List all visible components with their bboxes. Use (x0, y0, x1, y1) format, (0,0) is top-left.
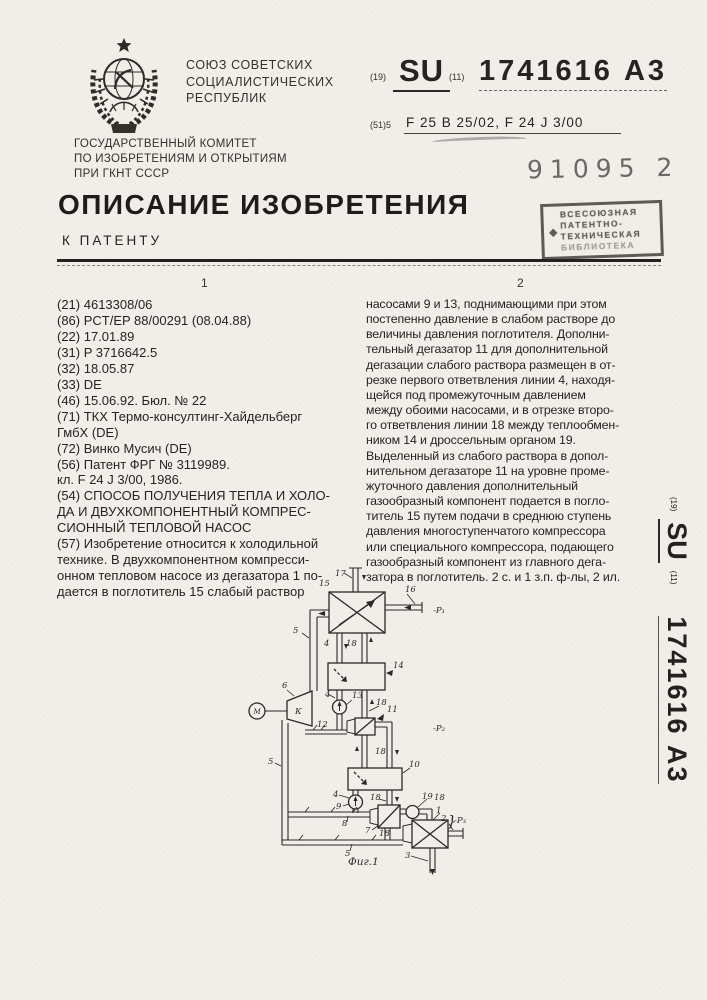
text-line: БИБЛИОТЕКА (560, 239, 636, 253)
text-line: технике. В двухкомпонентном компресси- (57, 552, 310, 568)
page-subtitle: К ПАТЕНТУ (62, 233, 163, 248)
figure-label-18: 18 (379, 829, 390, 839)
ussr-emblem-icon (70, 36, 178, 136)
text-line: жуточного давления дополнительный (366, 478, 578, 493)
figure-label-11: 11 (387, 705, 398, 715)
figure-label-19: 19 (422, 792, 433, 802)
text-line: дается в поглотитель 15 слабый раствор (57, 584, 305, 600)
text-line: ГмбХ (DE) (57, 424, 119, 440)
text-line: газообразный компонент из главного дега- (366, 554, 606, 569)
library-stamp (540, 200, 664, 260)
text-line: между обоими насосами, и в отрезке второ- (366, 403, 614, 418)
figure-label-4: 4 (325, 690, 331, 700)
text-line: (54) СПОСОБ ПОЛУЧЕНИЯ ТЕПЛА И ХОЛО- (57, 488, 330, 504)
code-19-label: (19) (669, 497, 678, 512)
text-line: (33) DE (57, 376, 102, 392)
text-line: титель 15 путем подачи в среднюю ступень (366, 509, 612, 524)
text-line: (31) P 3716642.5 (57, 344, 158, 360)
code-11-label: (11) (449, 72, 465, 82)
ipc-classification: F 25 B 25/02, F 24 J 3/00 (404, 115, 621, 134)
code-11-label: (11) (669, 570, 678, 585)
figure-label-2: 2 (441, 814, 447, 824)
figure-label-10: 10 (409, 760, 420, 770)
text-line: насосами 9 и 13, поднимающими при этом (366, 297, 607, 311)
column-number-1: 1 (201, 276, 208, 290)
figure-caption: Фиг.1 (348, 856, 379, 868)
figure-label-4: 4 (333, 790, 339, 800)
diamond-icon: ◆ (548, 226, 558, 239)
text-line: Выделенный из слабого раствора в допол- (366, 448, 609, 463)
text-line: (21) 4613308/06 (57, 297, 153, 312)
country-code: SU (393, 53, 450, 92)
text-line: щейся под промежуточным давлением (366, 387, 586, 402)
figure-label-5: 5 (345, 849, 351, 859)
abstract-column (366, 297, 662, 585)
figure-label-5: 5 (293, 626, 299, 636)
bibliographic-column (57, 297, 363, 600)
figure-label-8: 8 (342, 819, 348, 829)
text-line: нительном дегазаторе 11 на уровне проме- (366, 463, 610, 478)
brace-glyph: } (447, 812, 457, 830)
text-line: ПО ИЗОБРЕТЕНИЯМ И ОТКРЫТИЯМ (74, 152, 287, 165)
text-line: СОЮЗ СОВЕТСКИХ (186, 58, 313, 72)
text-line: ПРИ ГКНТ СССР (74, 167, 170, 180)
figure-label-M: М (253, 708, 261, 716)
text-line: ником 14 и дроссельным органом 19. (366, 433, 576, 448)
flow-arrows (318, 575, 435, 875)
ribbon-icon (111, 124, 137, 133)
heat-exchanger-10-box (348, 768, 402, 790)
country-name (186, 57, 334, 107)
figure-label-15: 15 (319, 579, 330, 589)
country-code: SU (658, 519, 692, 563)
text-line: величины давления поглотителя. Дополни- (366, 327, 610, 342)
figure-label-1: 1 (436, 806, 442, 816)
ipc-label: (51)5 (370, 120, 392, 130)
text-line: СОЦИАЛИСТИЧЕСКИХ (186, 74, 334, 89)
figure-label-18: 18 (370, 793, 381, 803)
text-line: (32) 18.05.87 (57, 360, 135, 376)
text-line: тельный дегазатор 11 для дополнительной (366, 342, 608, 357)
margin-document-number (644, 497, 692, 797)
figure-label-13: 13 (352, 691, 363, 701)
code-19-label: (19) (370, 72, 387, 82)
page-title: ОПИСАНИЕ ИЗОБРЕТЕНИЯ (58, 189, 470, 220)
figure-label-p3: -P₃ (454, 816, 466, 826)
figure-label-K: К (295, 707, 302, 717)
horizontal-rule (57, 259, 661, 262)
stamp-text (560, 207, 642, 254)
figure-label-14: 14 (393, 661, 404, 671)
text-line: дегазации слабого раствора размещен в от- (366, 357, 616, 372)
figure-label-p1: -P₁ (433, 606, 445, 616)
document-number: 1741616 А3 (479, 55, 667, 91)
text-line: или специального компрессора, подающего (366, 539, 614, 554)
figure-label-4: 4 (324, 639, 330, 649)
figure-label-18: 18 (376, 698, 387, 708)
figure-label-12: 12 (317, 720, 328, 730)
figure-label-17: 17 (335, 569, 346, 579)
throttle-19-symbol (406, 806, 419, 819)
figure-label-7: 7 (365, 826, 371, 836)
text-line: газообразный компонент подается в погло- (366, 494, 610, 509)
text-line: (22) 17.01.89 (57, 328, 135, 344)
committee-name (74, 137, 287, 181)
figure-label-16: 16 (405, 585, 416, 595)
ink-smudge (432, 135, 527, 145)
text-line: (72) Винко Мусич (DE) (57, 440, 192, 456)
text-line: ДА И ДВУХКОМПОНЕНТНЫЙ КОМПРЕС- (57, 504, 311, 520)
figure-label-3: 3 (405, 851, 411, 861)
figure-label-9: 9 (336, 802, 342, 812)
text-line: (46) 15.06.92. Бюл. № 22 (57, 392, 207, 408)
text-line: ГОСУДАРСТВЕННЫЙ КОМИТЕТ (74, 138, 257, 150)
text-line: (71) ТКХ Термо-консултинг-Хайдельберг (57, 408, 303, 424)
text-line: РЕСПУБЛИК (186, 91, 267, 105)
figure-1-schematic (235, 563, 480, 883)
text-line: затора в поглотитель. 2 с. и 1 з.п. ф-лы, 2 ил. (366, 569, 621, 584)
text-line: кл. F 24 J 3/00, 1986. (57, 472, 183, 488)
text-line: (56) Патент ФРГ № 3119989. (57, 456, 230, 472)
text-line: СИОННЫЙ ТЕПЛОВОЙ НАСОС (57, 520, 252, 536)
handwritten-number: 91095 2 (526, 152, 680, 185)
column-number-2: 2 (517, 276, 524, 290)
text-line: онном тепловом насосе из дегазатора 1 по- (57, 568, 323, 584)
figure-label-6: 6 (282, 681, 288, 691)
document-number: 1741616 А3 (658, 616, 692, 783)
figure-label-p2: -P₂ (433, 724, 445, 734)
text-line: ПАТЕНТНО- (560, 218, 624, 231)
figure-label-18: 18 (434, 793, 445, 803)
heat-exchanger-14-box (328, 663, 385, 690)
text-line: ВСЕСОЮЗНАЯ (559, 206, 638, 220)
text-line: го ответвления линии 18 между теплообмен- (366, 418, 620, 433)
figure-label-5: 5 (268, 757, 274, 767)
figure-label-18: 18 (346, 639, 357, 649)
dashed-rule (57, 265, 661, 266)
apparatus-boxes (249, 592, 448, 848)
text-line: (86) PCT/EP 88/00291 (08.04.88) (57, 312, 252, 328)
text-line: (57) Изобретение относится к холодильной (57, 536, 319, 552)
text-line: давления многоступенчатого компрессора (366, 524, 606, 539)
star-icon (117, 38, 132, 52)
text-line: резке первого ответвления линии 4, находя- (366, 372, 615, 387)
figure-label-18: 18 (375, 747, 386, 757)
text-line: ТЕХНИЧЕСКАЯ (560, 228, 642, 242)
text-line: постепенно давление в слабом растворе до (366, 312, 616, 327)
